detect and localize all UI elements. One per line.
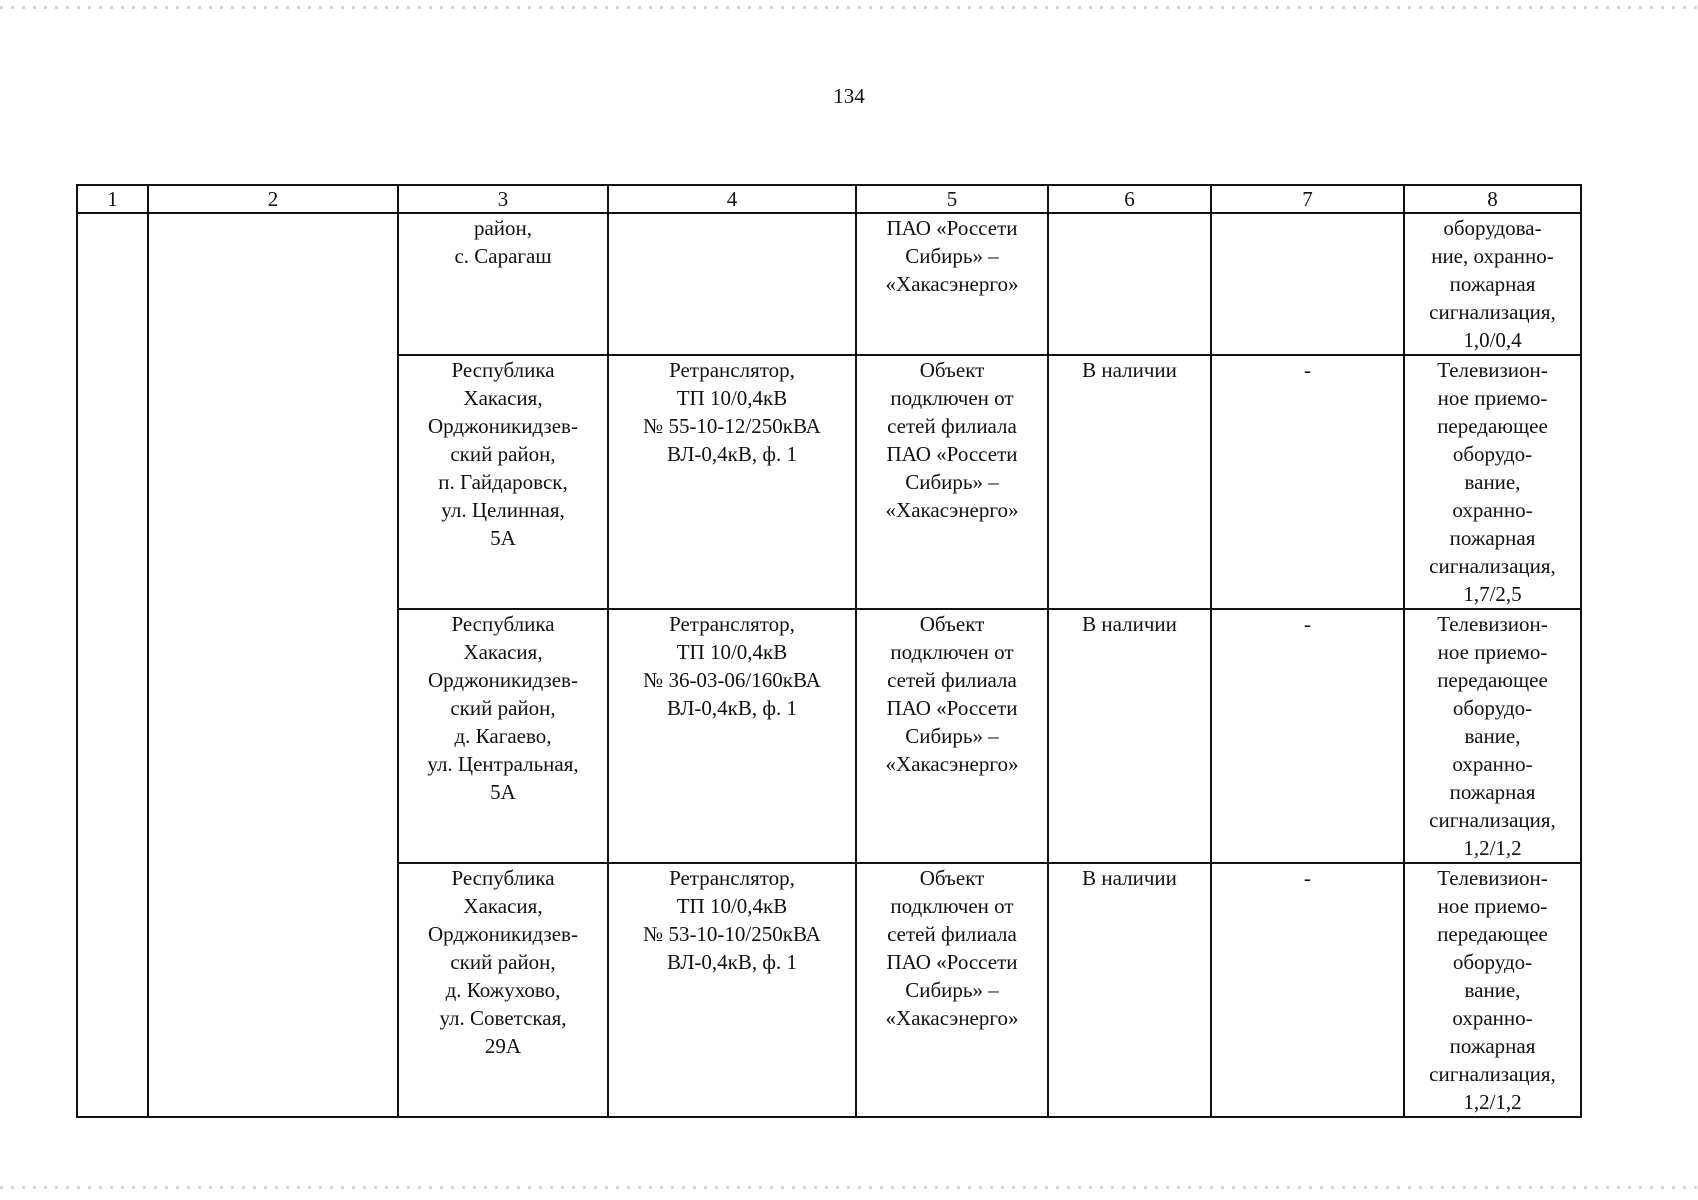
table-cell-col2 bbox=[148, 213, 398, 1117]
table-cell-availability bbox=[1048, 213, 1211, 355]
page-number: 134 bbox=[833, 84, 865, 108]
table-cell-availability: В наличии bbox=[1048, 355, 1211, 609]
table-cell-equipment: Ретранслятор, ТП 10/0,4кВ № 55-10-12/250кВА ВЛ-0,4кВ, ф. 1 bbox=[608, 355, 856, 609]
table-cell-equipment bbox=[608, 213, 856, 355]
table-cell-address: Республика Хакасия, Орджоникидзев- ский район, п. Гайдаровск, ул. Целинная, 5А bbox=[398, 355, 608, 609]
column-header: 1 bbox=[77, 185, 148, 213]
column-header: 8 bbox=[1404, 185, 1581, 213]
column-header: 3 bbox=[398, 185, 608, 213]
table-cell-description: Телевизион- ное приемо- передающее оборудо- вание, охранно- пожарная сигнализация, 1,2/1,2 bbox=[1404, 863, 1581, 1117]
table-cell-description: Телевизион- ное приемо- передающее оборудо- вание, охранно- пожарная сигнализация, 1,7/2,5 bbox=[1404, 355, 1581, 609]
table-row bbox=[77, 213, 1581, 355]
table-cell-address: район, с. Сарагаш bbox=[398, 213, 608, 355]
scan-edge-bottom bbox=[0, 1186, 1698, 1189]
table-cell-address: Республика Хакасия, Орджоникидзев- ский район, д. Кожухово, ул. Советская, 29А bbox=[398, 863, 608, 1117]
table-cell-connection: Объект подключен от сетей филиала ПАО «Россети Сибирь» – «Хакасэнерго» bbox=[856, 863, 1048, 1117]
table-cell-availability: В наличии bbox=[1048, 609, 1211, 863]
table-cell-col7: - bbox=[1211, 609, 1404, 863]
table-cell-connection: Объект подключен от сетей филиала ПАО «Россети Сибирь» – «Хакасэнерго» bbox=[856, 355, 1048, 609]
table-cell-equipment: Ретранслятор, ТП 10/0,4кВ № 36-03-06/160кВА ВЛ-0,4кВ, ф. 1 bbox=[608, 609, 856, 863]
table-cell-col1 bbox=[77, 213, 148, 1117]
table-cell-description: Телевизион- ное приемо- передающее оборудо- вание, охранно- пожарная сигнализация, 1,2/1,2 bbox=[1404, 609, 1581, 863]
table-cell-col7: - bbox=[1211, 863, 1404, 1117]
table-header-row bbox=[77, 185, 1581, 213]
table-cell-equipment: Ретранслятор, ТП 10/0,4кВ № 53-10-10/250кВА ВЛ-0,4кВ, ф. 1 bbox=[608, 863, 856, 1117]
table-cell-col7 bbox=[1211, 213, 1404, 355]
column-header: 5 bbox=[856, 185, 1048, 213]
data-table bbox=[76, 184, 1582, 1118]
scan-edge-top bbox=[0, 6, 1698, 9]
column-header: 2 bbox=[148, 185, 398, 213]
column-header: 6 bbox=[1048, 185, 1211, 213]
column-header: 7 bbox=[1211, 185, 1404, 213]
table-cell-address: Республика Хакасия, Орджоникидзев- ский район, д. Кагаево, ул. Центральная, 5А bbox=[398, 609, 608, 863]
table-cell-availability: В наличии bbox=[1048, 863, 1211, 1117]
table-cell-col7: - bbox=[1211, 355, 1404, 609]
table-cell-description: оборудова- ние, охранно- пожарная сигнализация, 1,0/0,4 bbox=[1404, 213, 1581, 355]
table-cell-connection: Объект подключен от сетей филиала ПАО «Россети Сибирь» – «Хакасэнерго» bbox=[856, 609, 1048, 863]
table-cell-connection: ПАО «Россети Сибирь» – «Хакасэнерго» bbox=[856, 213, 1048, 355]
column-header: 4 bbox=[608, 185, 856, 213]
